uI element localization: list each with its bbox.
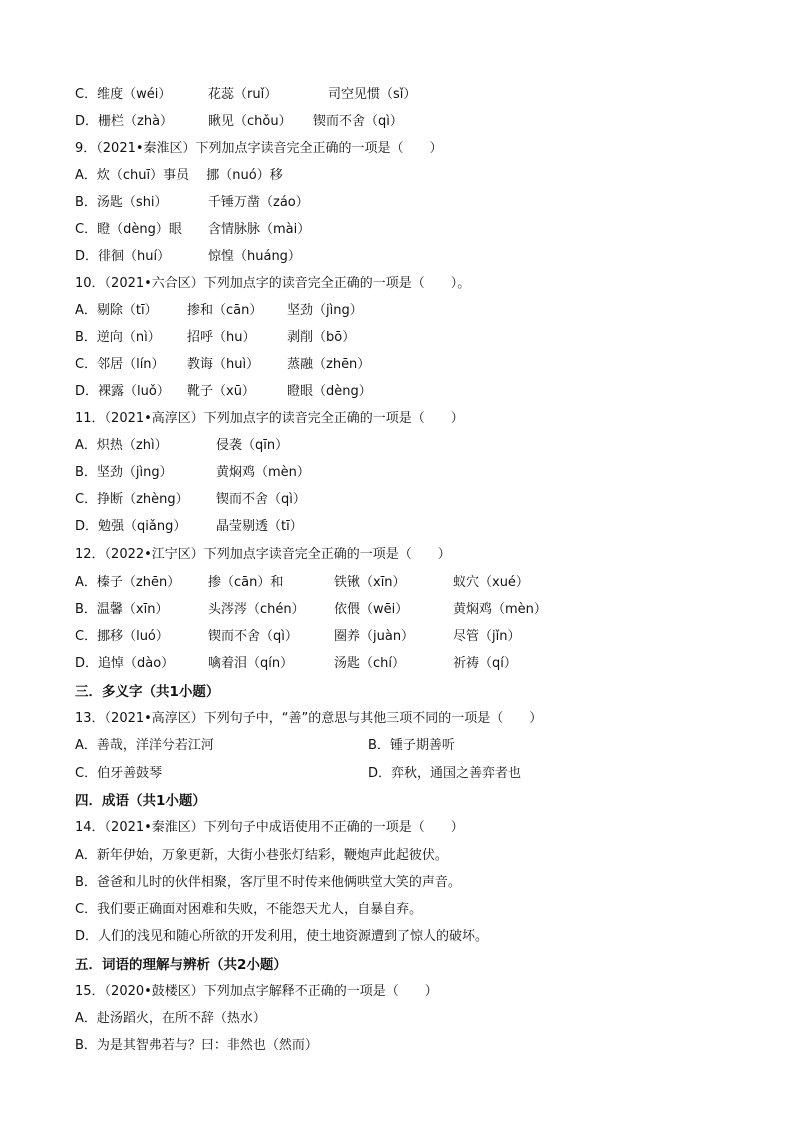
option-cell: B．坚劲（jìng）	[75, 465, 173, 480]
option-cell: C．伯牙善鼓琴	[75, 766, 163, 781]
option-cell: C．挣断（zhèng）	[75, 492, 189, 507]
option-cell: 坚劲（jìng）	[287, 303, 363, 318]
option-cell: 锲而不舍（qì）	[208, 629, 298, 644]
option-cell: A．善哉，洋洋兮若江河	[75, 738, 214, 753]
option-cell: 侵袭（qīn）	[216, 438, 289, 453]
question-line: 9．（2021•秦淮区）下列加点字读音完全正确的一项是（ ）	[75, 141, 443, 156]
option-cell: 圈养（juàn）	[334, 629, 415, 644]
section-heading: 三．多义字（共1小题）	[75, 684, 220, 700]
option-cell: 剥削（bō）	[287, 330, 356, 345]
option-cell: 黄焖鸡（mèn）	[216, 465, 310, 480]
option-cell: 汤匙（chí）	[334, 656, 405, 671]
option-cell: D．裸露（luǒ）	[75, 384, 170, 399]
option-cell: 花蕊（ruǐ）	[208, 87, 278, 102]
question-line: C．我们要正确面对困难和失败，不能怨天尤人，自暴自弃。	[75, 902, 423, 917]
option-cell: 司空见惯（sǐ）	[328, 87, 417, 102]
option-cell: B．逆向（nì）	[75, 330, 161, 345]
question-line: A．新年伊始，万象更新，大街小巷张灯结彩，鞭炮声此起彼伏。	[75, 848, 448, 863]
question-line: 11．（2021•高淳区）下列加点字的读音完全正确的一项是（ ）	[75, 411, 464, 426]
option-cell: C．挪移（luó）	[75, 629, 169, 644]
option-cell: 教诲（huì）	[187, 357, 260, 372]
option-cell: 惊惶（huáng）	[208, 249, 301, 264]
option-cell: C．瞪（dèng）眼	[75, 222, 182, 237]
question-line: B．为是其智弗若与？曰：非然也（然而）	[75, 1038, 318, 1053]
option-cell: 招呼（hu）	[187, 330, 256, 345]
option-cell: 尽管（jǐn）	[453, 629, 521, 644]
question-line: D．人们的浅见和随心所欲的开发利用，使土地资源遭到了惊人的破坏。	[75, 929, 489, 944]
option-cell: 千锤万凿（záo）	[208, 195, 309, 210]
question-line: A．赴汤蹈火，在所不辞（热水）	[75, 1011, 266, 1026]
option-cell: 靴子（xū）	[187, 384, 255, 399]
question-line: 12．（2022•江宁区）下列加点字读音完全正确的一项是（ ）	[75, 547, 451, 562]
option-cell: 掺（cān）和	[208, 575, 284, 590]
option-cell: C．邻居（lín）	[75, 357, 165, 372]
question-line: 10．（2021•六合区）下列加点字的读音完全正确的一项是（ ）。	[75, 276, 471, 291]
question-line: A．炊（chuī）事员 挪（nuó）移	[75, 168, 283, 183]
option-cell: 黄焖鸡（mèn）	[453, 602, 547, 617]
section-heading: 四．成语（共1小题）	[75, 793, 206, 809]
option-cell: B．温馨（xīn）	[75, 602, 169, 617]
option-cell: 含情脉脉（mài）	[208, 222, 311, 237]
option-cell: 铁锹（xīn）	[334, 575, 406, 590]
option-cell: 蚁穴（xué）	[453, 575, 529, 590]
question-line: 13．（2021•高淳区）下列句子中，“善”的意思与其他三项不同的一项是（ ）	[75, 711, 543, 726]
option-cell: 掺和（cān）	[187, 303, 263, 318]
question-line: B．爸爸和儿时的伙伴相聚，客厅里不时传来他俩哄堂大笑的声音。	[75, 875, 461, 890]
option-cell: B．汤匙（shi）	[75, 195, 168, 210]
option-cell: 瞪眼（dèng）	[287, 384, 372, 399]
option-cell: C．维度（wéi）	[75, 87, 172, 102]
option-cell: 依偎（wēi）	[334, 602, 409, 617]
option-cell: D．徘徊（huí）	[75, 249, 171, 264]
option-cell: 祈祷（qí）	[453, 656, 517, 671]
option-cell: 头涔涔（chén）	[208, 602, 305, 617]
option-cell: D．栅栏（zhà）	[75, 114, 174, 129]
question-line: 14．（2021•秦淮区）下列句子中成语使用不正确的一项是（ ）	[75, 820, 464, 835]
option-cell: 噙着泪（qín）	[208, 656, 294, 671]
option-cell: 锲而不舍（qì）	[216, 492, 306, 507]
option-cell: D．弈秋，通国之善弈者也	[368, 766, 522, 781]
option-cell: B．锺子期善听	[368, 738, 455, 753]
option-cell: D．追悼（dào）	[75, 656, 175, 671]
option-cell: 晶莹剔透（tī）	[216, 519, 303, 534]
option-cell: 蒸融（zhēn）	[287, 357, 371, 372]
option-cell: A．剔除（tī）	[75, 303, 158, 318]
option-cell: 锲而不舍（qì）	[313, 114, 403, 129]
option-cell: 瞅见（chǒu）	[208, 114, 292, 129]
question-line: 15．（2020•鼓楼区）下列加点字解释不正确的一项是（ ）	[75, 984, 438, 999]
section-heading: 五．词语的理解与辨析（共2小题）	[75, 957, 287, 973]
option-cell: D．勉强（qiǎng）	[75, 519, 187, 534]
option-cell: A．榛子（zhēn）	[75, 575, 181, 590]
option-cell: A．炽热（zhì）	[75, 438, 168, 453]
